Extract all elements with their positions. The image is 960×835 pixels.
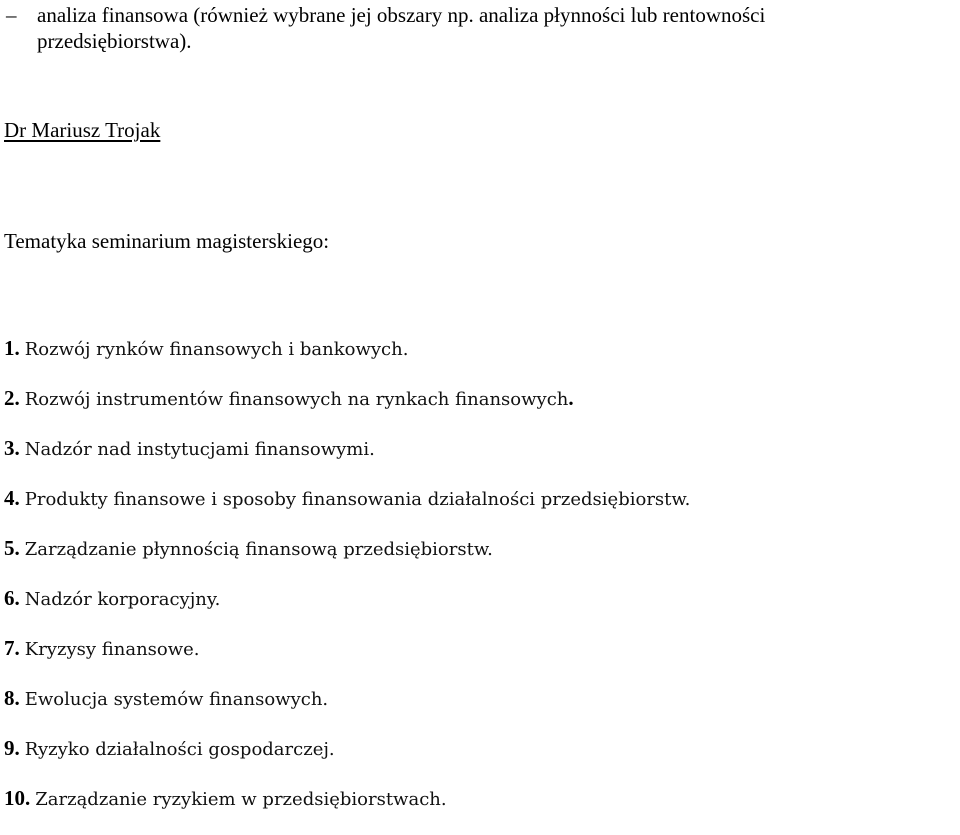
topic-item [4,485,690,535]
topic-text-period: . [568,386,574,410]
topic-text: Produkty finansowe i sposoby finansowania działalności przedsiębiorstw. [24,489,691,510]
topic-item [4,635,690,685]
topic-number: 10. [4,786,31,810]
topic-number: 9. [4,736,20,760]
bullet-text-line-1: analiza finansowa (również wybrane jej obszary np. analiza płynności lub rentowności [37,3,766,27]
topic-item [4,785,690,835]
bullet-dash: – [6,3,17,27]
section-heading: Tematyka seminarium magisterskiego: [4,229,330,253]
topic-number: 5. [4,536,20,560]
topic-number: 7. [4,636,20,660]
topic-number: 2. [4,386,20,410]
topic-number: 8. [4,686,20,710]
topic-item [4,435,690,485]
supervisor-name: Dr Mariusz Trojak [4,118,161,142]
topic-item [4,685,690,735]
topic-text: Ewolucja systemów finansowych. [24,689,329,710]
topic-item [4,735,690,785]
topic-text: Rozwój instrumentów finansowych na rynkach finansowych [24,389,569,410]
topic-text: Kryzysy finansowe. [24,639,200,660]
topic-item [4,385,690,435]
topic-text: Zarządzanie płynnością finansową przedsiębiorstw. [24,539,493,560]
topic-text: Rozwój rynków finansowych i bankowych. [24,339,409,360]
topic-list [4,335,690,835]
topic-number: 4. [4,486,20,510]
topic-item [4,585,690,635]
topic-number: 3. [4,436,20,460]
topic-text: Zarządzanie ryzykiem w przedsiębiorstwach. [35,789,447,810]
bullet-text-line-2: przedsiębiorstwa). [37,29,192,53]
topic-text: Ryzyko działalności gospodarczej. [24,739,335,760]
topic-number: 1. [4,336,20,360]
topic-text: Nadzór nad instytucjami finansowymi. [24,439,375,460]
topic-number: 6. [4,586,20,610]
topic-item [4,535,690,585]
topic-text: Nadzór korporacyjny. [24,589,221,610]
topic-item [4,335,690,385]
